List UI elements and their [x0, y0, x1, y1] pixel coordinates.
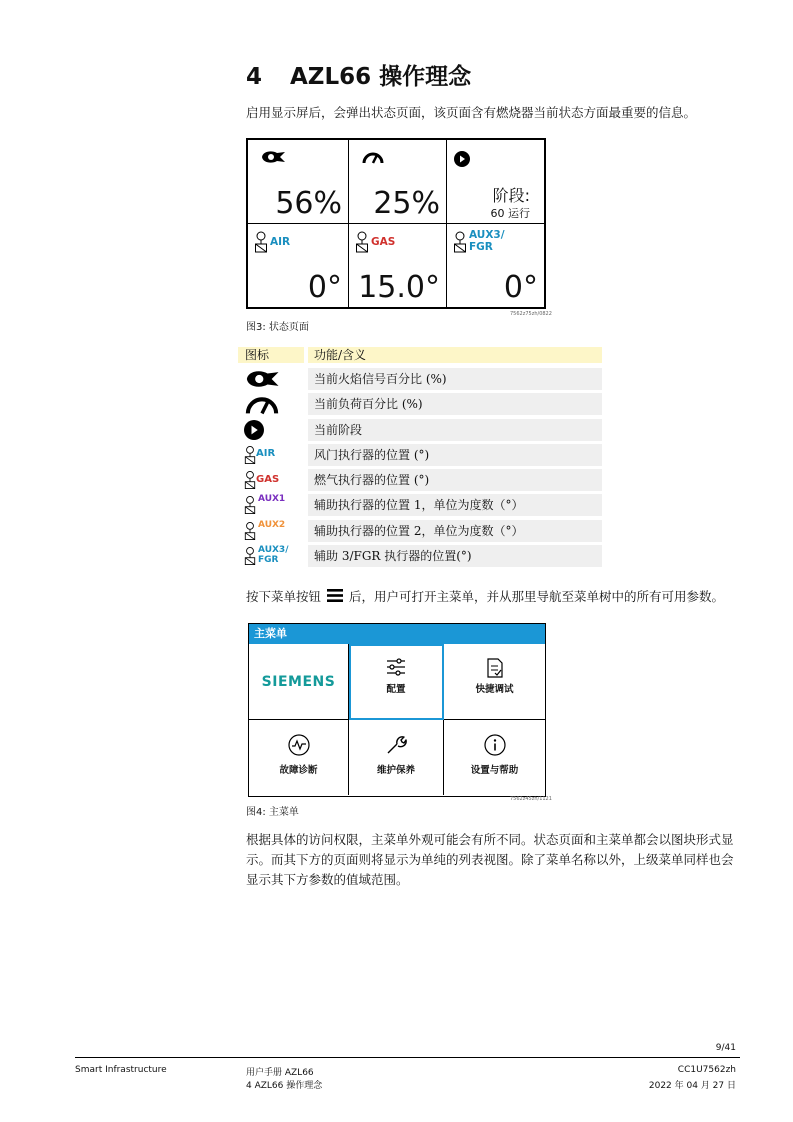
table-row: [238, 393, 602, 418]
row-meaning: 当前阶段: [308, 419, 602, 441]
closing-paragraph: 根据具体的访问权限，主菜单外观可能会有所不同。状态页面和主菜单都会以图块形式显示。而其下方的页面则将显示为单纯的列表视图。除了菜单名称以外，上级菜单同样也会显示其下方参数的值域范围。: [246, 832, 734, 887]
row-meaning: 燃气执行器的位置 (°): [308, 469, 602, 491]
intro-paragraph: 启用显示屏后，会弹出状态页面，该页面含有燃烧器当前状态方面最重要的信息。: [246, 105, 697, 120]
settings-help-label: 设置与帮助: [470, 765, 519, 776]
air-tile: [248, 224, 349, 307]
row-meaning: 辅助执行器的位置 1，单位为度数（°）: [308, 494, 602, 516]
gas-value: 15.0°: [358, 270, 440, 305]
header-meaning: 功能/含义: [308, 347, 602, 363]
aux3-tile: [447, 224, 544, 307]
status-page-figure: [246, 138, 546, 309]
figure-caption: 图3: 状态页面: [246, 322, 309, 333]
main-menu-figure: [248, 623, 546, 797]
menu-icon: [327, 589, 343, 602]
maintenance-tile[interactable]: [349, 720, 444, 795]
figure-caption: 图4: 主菜单: [246, 807, 299, 818]
waveform-icon: [288, 734, 310, 756]
settings-help-tile[interactable]: [444, 720, 545, 795]
section-heading: [246, 58, 471, 91]
aux2-actuator-icon: [244, 521, 256, 541]
load-gauge-icon: [244, 393, 280, 415]
fault-diagnosis-tile[interactable]: [249, 720, 349, 795]
phase-icon: [244, 420, 264, 440]
flame-signal-icon: [242, 368, 282, 390]
actuator-icon: [453, 231, 467, 253]
aux3-label: AUX3/ FGR: [258, 545, 289, 566]
table-header: [238, 347, 602, 365]
flame-tile: [248, 140, 349, 224]
load-value: 25%: [373, 186, 440, 221]
checklist-icon: [486, 658, 504, 678]
gas-label: GAS: [256, 474, 280, 486]
row-meaning: 当前负荷百分比 (%): [308, 393, 602, 415]
load-gauge-icon: [362, 149, 384, 165]
table-row: [238, 545, 602, 570]
table-row: [238, 494, 602, 519]
configure-tile[interactable]: [349, 644, 444, 720]
phase-value: 60 运行: [490, 207, 530, 220]
actuator-icon: [254, 231, 268, 253]
section-number: 4: [246, 64, 263, 90]
maintenance-label: 维护保养: [376, 765, 415, 776]
main-menu-title: 主菜单: [249, 624, 545, 644]
section-title: AZL66 操作理念: [290, 64, 472, 90]
flame-value: 56%: [275, 186, 342, 221]
quick-commissioning-tile[interactable]: [444, 644, 545, 720]
phase-icon: [454, 151, 470, 167]
row-meaning: 当前火焰信号百分比 (%): [308, 368, 602, 390]
aux1-actuator-icon: [244, 495, 256, 515]
air-actuator-icon: [244, 445, 256, 465]
table-row: [238, 368, 602, 393]
page-number: 9/41: [715, 1043, 736, 1053]
gas-tile: [349, 224, 447, 307]
fault-diagnosis-label: 故障诊断: [279, 765, 318, 776]
table-row: [238, 520, 602, 545]
actuator-icon: [355, 231, 369, 253]
row-meaning: 辅助 3/FGR 执行器的位置(°): [308, 545, 602, 567]
wrench-icon: [385, 734, 407, 756]
aux2-label: AUX2: [258, 519, 286, 530]
footer-manual: 用户手册 AZL66: [246, 1068, 314, 1078]
table-row: [238, 444, 602, 469]
air-value: 0°: [307, 270, 342, 305]
aux3-actuator-icon: [244, 546, 256, 566]
footer-divider: [75, 1057, 740, 1058]
figure-code: 7562z75zh/0822: [510, 311, 552, 317]
aux1-label: AUX1: [258, 494, 286, 505]
gas-label: GAS: [371, 236, 396, 248]
air-label: AIR: [270, 236, 291, 248]
table-row: [238, 419, 602, 444]
table-row: [238, 469, 602, 494]
footer-section: 4 AZL66 操作理念: [246, 1081, 323, 1091]
row-meaning: 风门执行器的位置 (°): [308, 444, 602, 466]
aux3-label: AUX3/ FGR: [469, 229, 505, 253]
row-meaning: 辅助执行器的位置 2，单位为度数（°）: [308, 520, 602, 542]
quick-commissioning-label: 快捷调试: [475, 684, 514, 695]
footer-date: 2022 年 04 月 27 日: [648, 1081, 736, 1091]
load-tile: [349, 140, 447, 224]
aux3-value: 0°: [503, 270, 538, 305]
info-icon: [484, 734, 506, 756]
phase-label: 阶段:: [492, 186, 530, 205]
flame-signal-icon: [260, 149, 286, 165]
figure-code: 7562z45zh/1121: [510, 796, 552, 802]
siemens-logo-tile: [249, 644, 349, 720]
phase-tile: [447, 140, 544, 224]
sliders-icon: [386, 658, 406, 676]
footer-doc-code: CC1U7562zh: [677, 1065, 736, 1075]
configure-label: 配置: [386, 684, 406, 695]
menu-paragraph: 按下菜单按钮 后，用户可打开主菜单，并从那里导航至菜单树中的所有可用参数。: [246, 589, 724, 604]
header-icon: 图标: [238, 347, 304, 363]
gas-actuator-icon: [244, 470, 256, 490]
icon-table: [238, 347, 602, 570]
air-label: AIR: [256, 447, 276, 459]
siemens-logo: SIEMENS: [261, 674, 336, 690]
footer-company: Smart Infrastructure: [75, 1065, 167, 1075]
